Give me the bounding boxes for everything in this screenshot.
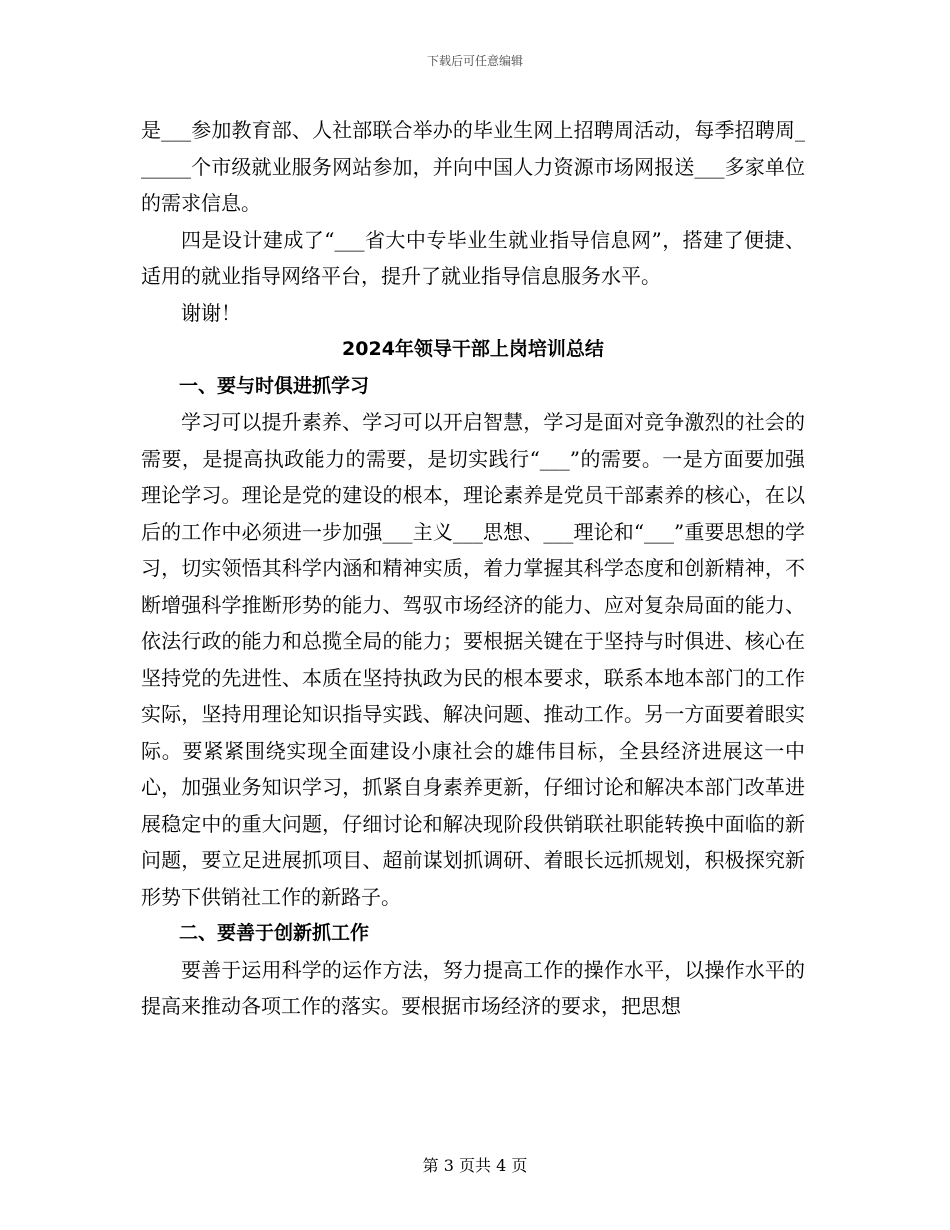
section-heading-2: 二、要善于创新抓工作 <box>179 922 370 944</box>
paragraph-point-four: 四是设计建成了“___省大中专毕业生就业指导信息网”，搭建了便捷、适用的就业指导网络平台，提升了就业指导信息服务水平。 <box>141 227 805 288</box>
page-footer: 第 3 页共 4 页 <box>422 1156 528 1175</box>
document-title: 2024年领导干部上岗培训总结 <box>342 338 604 360</box>
page-header: 下载后可任意编辑 <box>426 54 523 68</box>
section-heading-1: 一、要与时俱进抓学习 <box>179 374 370 397</box>
paragraph-thanks: 谢谢！ <box>181 300 241 325</box>
paragraph-continued: 是___参加教育部、人社部联合举办的毕业生网上招聘周活动，每季招聘周______个市级就业服务网站参加，并向中国人力资源市场网报送___多家单位的需求信息。 <box>141 118 805 215</box>
paragraph-innovation: 要善于运用科学的运作方法，努力提高工作的操作水平，以操作水平的提高来推动各项工作的落实。要根据市场经济的要求，把思想 <box>141 957 805 1018</box>
document-body <box>141 112 805 1025</box>
paragraph-study: 学习可以提升素养、学习可以开启智慧，学习是面对竞争激烈的社会的需要，是提高执政能力的需要，是切实践行“___”的需要。一是方面要加强理论学习。理论是党的建设的根本，理论素养是党员干部素养的核心，在以后的工作中必须进一步加强___主义___思想、___理论和“___”重要思想的学习，切实领悟其科学内涵和精神实质，着力掌握其科学态度和创新精神，不断增强科学推断形势的能力、驾驭市场经济的能力、应对复杂局面的能力、依法行政的能力和总揽全局的能力；要根据关键在于坚持与时俱进、核心在坚持党的先进性、本质在坚持执政为民的根本要求，联系本地本部门的工作实际，坚持用理论知识指导实践、解决问题、推动工作。另一方面要着眼实际。要紧紧围绕实现全面建设小康社会的雄伟目标，全县经济进展这一中心，加强业务知识学习，抓紧自身素养更新，仔细讨论和解决本部门改革进展稳定中的重大问题，仔细讨论和解决现阶段供销联社职能转换中面临的新问题，要立足进展抓项目、超前谋划抓调研、着眼长远抓规划，积极探究新形势下供销社工作的新路子。 <box>141 410 805 909</box>
